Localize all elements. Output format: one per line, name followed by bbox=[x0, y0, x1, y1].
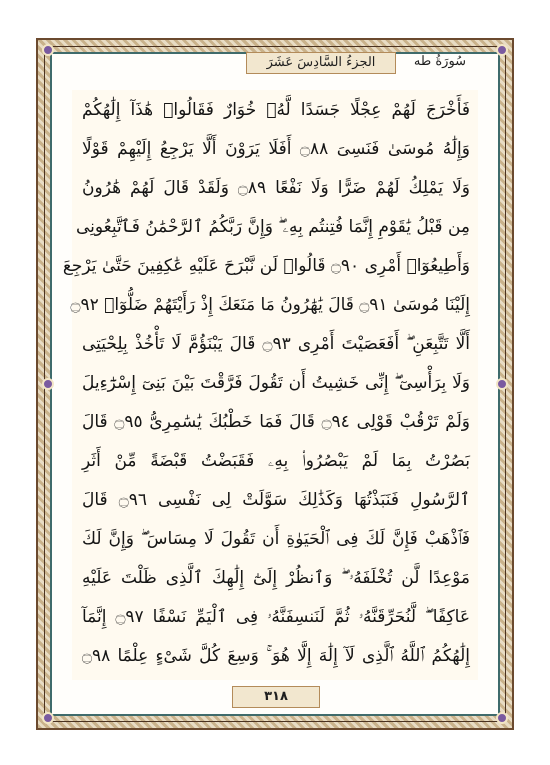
verse-line: عَاكِفًا ۖ لَّنُحَرِّقَنَّهُۥ ثُمَّ لَنَنسِفَنَّهُۥ فِى ٱلْيَمِّ نَسْفًا ۝٩٧ إِنَّمَآ bbox=[82, 607, 471, 627]
verse-line: مَوْعِدًا لَّن تُخْلَفَهُۥ ۖ وَٱنظُرْ إِلَىٰٓ إِلَٰهِكَ ٱلَّذِى ظَلْتَ عَلَيْهِ bbox=[82, 568, 470, 588]
verse-line: وَلَا يَمْلِكُ لَهُمْ ضَرًّا وَلَا نَفْعًا ۝٨٩ وَلَقَدْ قَالَ لَهُمْ هَٰرُونُ bbox=[82, 178, 470, 198]
ornament-icon bbox=[496, 378, 508, 390]
verse-line: فَأَخْرَجَ لَهُمْ عِجْلًا جَسَدًا لَّهُۥ خُوَارٌ فَقَالُوا۟ هَٰذَآ إِلَٰهُكُمْ bbox=[82, 100, 470, 120]
page-header bbox=[50, 52, 500, 74]
verse-line: أَلَّا تَتَّبِعَنِ ۖ أَفَعَصَيْتَ أَمْرِى ۝٩٣ قَالَ يَبْنَؤُمَّ لَا تَأْخُذْ بِلِحْيَتِى bbox=[82, 334, 470, 354]
surah-title: سُورَةُ طه bbox=[413, 54, 467, 69]
page-number: ٣١٨ bbox=[232, 686, 320, 708]
verse-line: وَإِلَٰهُ مُوسَىٰ فَنَسِىَ ۝٨٨ أَفَلَا يَرَوْنَ أَلَّا يَرْجِعُ إِلَيْهِمْ قَوْلًا bbox=[82, 139, 470, 159]
ornament-icon bbox=[496, 712, 508, 724]
verse-line: إِلَٰهُكُمُ ٱللَّهُ ٱلَّذِى لَآ إِلَٰهَ إِلَّا هُوَ ۚ وَسِعَ كُلَّ شَىْءٍ عِلْمًا ۝٩٨ bbox=[82, 646, 470, 666]
verse-line: فَٱذْهَبْ فَإِنَّ لَكَ فِى ٱلْحَيَوٰةِ أَن تَقُولَ لَا مِسَاسَ ۖ وَإِنَّ لَكَ bbox=[82, 529, 470, 549]
verse-line: بَصُرْتُ بِمَا لَمْ يَبْصُرُوا۟ بِهِۦ فَقَبَضْتُ قَبْضَةً مِّنْ أَثَرِ bbox=[82, 451, 470, 471]
verse-line: إِلَيْنَا مُوسَىٰ ۝٩١ قَالَ يَٰهَٰرُونُ مَا مَنَعَكَ إِذْ رَأَيْتَهُمْ ضَلُّوٓا۟ ۝٩٢ bbox=[70, 295, 470, 315]
verse-line: وَلَمْ تَرْقُبْ قَوْلِى ۝٩٤ قَالَ فَمَا خَطْبُكَ يَٰسَٰمِرِىُّ ۝٩٥ قَالَ bbox=[82, 412, 470, 432]
verse-line: مِن قَبْلُ يَٰقَوْمِ إِنَّمَا فُتِنتُم بِهِۦ ۖ وَإِنَّ رَبَّكُمُ ٱلرَّحْمَٰنُ فَٱتَّبِعُونِى bbox=[76, 217, 470, 237]
verse-line: وَلَا بِرَأْسِىٓ ۖ إِنِّى خَشِيتُ أَن تَقُولَ فَرَّقْتَ بَيْنَ بَنِىٓ إِسْرَٰٓءِيلَ bbox=[82, 373, 470, 393]
verse-line: وَأَطِيعُوٓا۟ أَمْرِى ۝٩٠ قَالُوا۟ لَن نَّبْرَحَ عَلَيْهِ عَٰكِفِينَ حَتَّىٰ يَرْجِعَ bbox=[62, 256, 470, 276]
juz-title: الجزءُ السَّادِسَ عَشَرَ bbox=[246, 52, 396, 74]
verse-line: ٱلرَّسُولِ فَنَبَذْتُهَا وَكَذَٰلِكَ سَوَّلَتْ لِى نَفْسِى ۝٩٦ قَالَ bbox=[82, 490, 470, 510]
ornament-icon bbox=[42, 712, 54, 724]
ornament-icon bbox=[42, 378, 54, 390]
